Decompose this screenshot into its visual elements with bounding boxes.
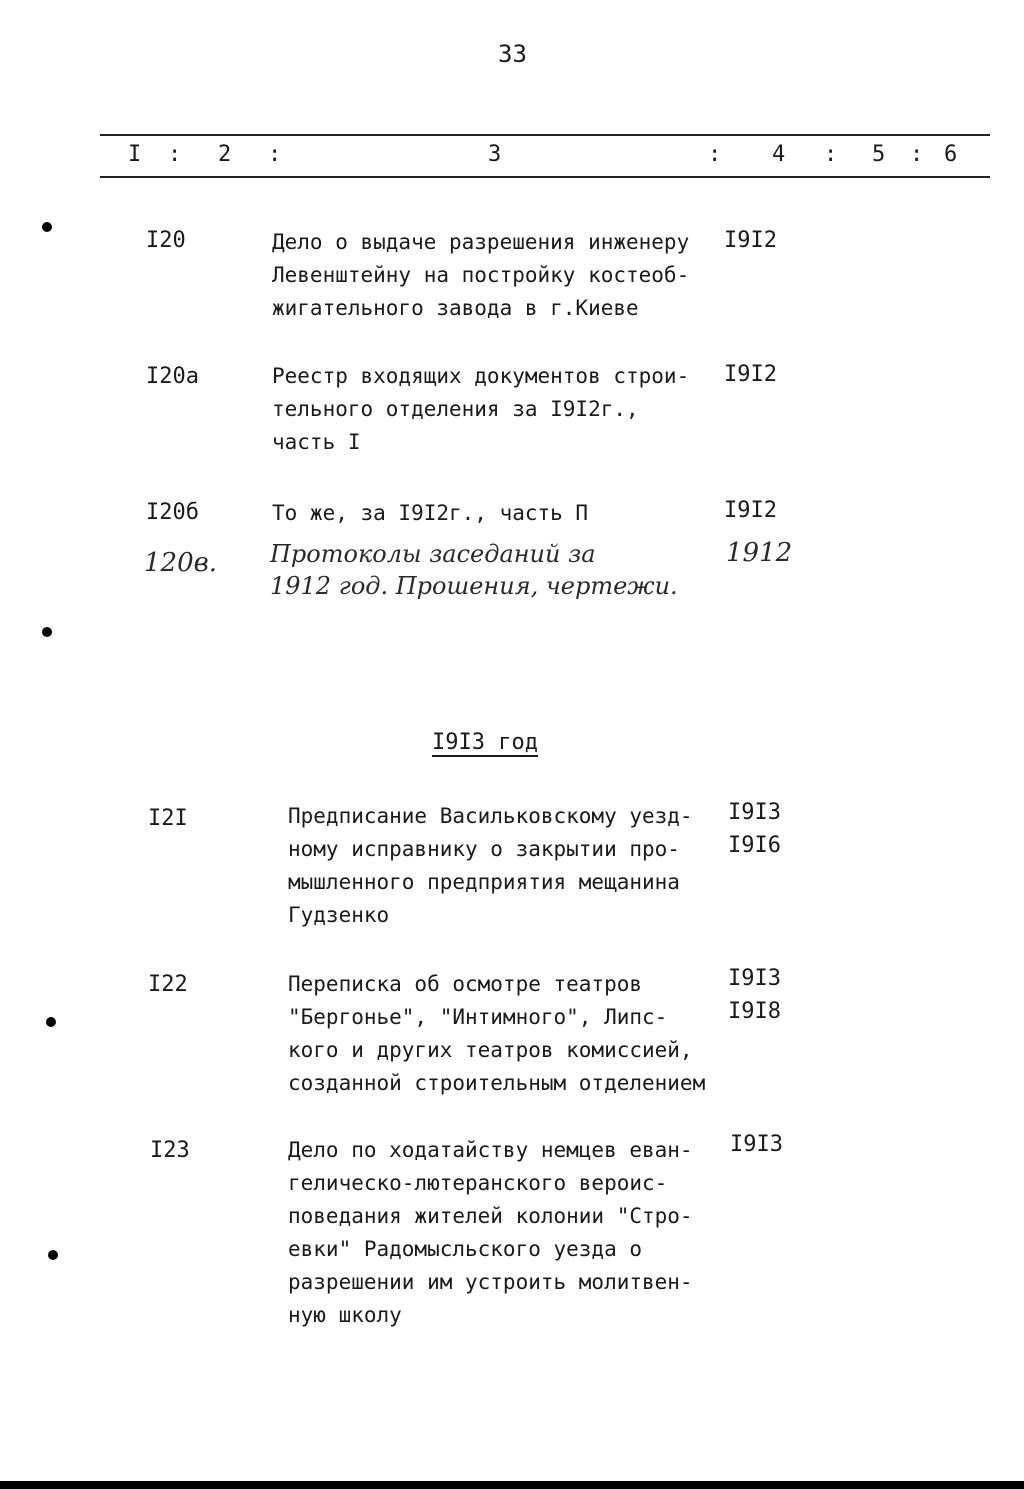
entry-line: Реестр входящих документов строи- [272,364,690,388]
section-title: I9I3 год [432,730,538,755]
column-header-1: I [128,142,142,167]
column-header-2: 2 [218,142,232,167]
column-separator: : [168,142,182,167]
entry-number: I20а [146,364,199,389]
entry-line: созданной строительным отделением [288,1071,706,1095]
entry-number: I2I [148,806,188,831]
entry-line: жигательного завода в г.Киеве [272,296,639,320]
entry-year: I9I3 [730,1132,783,1157]
column-separator: : [708,142,722,167]
entry-number: I20б [146,500,199,525]
entry-line: мышленного предприятия мещанина [288,870,680,894]
entry-number: I20 [146,228,186,253]
entry-title [272,497,588,530]
entry-line: часть I [272,430,361,454]
entry-title [272,360,689,459]
punch-hole-mark [46,1017,56,1027]
entry-line: евки" Радомысльского уезда о [288,1237,643,1261]
entry-line: кого и других театров комиссией, [288,1038,693,1062]
entry-title [288,968,705,1100]
entry-year-end: I9I8 [728,999,781,1024]
entry-line: поведания жителей колонии "Стро- [288,1204,693,1228]
handwritten-entry-year: 1912 [726,538,793,568]
entry-line: Переписка об осмотре театров [288,972,643,996]
entry-line: Левенштейну на постройку костеоб- [272,263,690,287]
entry-number: I22 [148,972,188,997]
entry-line: Предписание Васильковскому уезд- [288,804,693,828]
entry-year: I9I2 [724,362,777,387]
handwritten-entry-title [270,538,678,602]
entry-line: разрешении им устроить молитвен- [288,1270,693,1294]
scan-bottom-edge [0,1481,1024,1489]
entry-year: I9I2 [724,498,777,523]
entry-year-start: I9I3 [728,800,781,825]
column-header-6: 6 [944,142,958,167]
entry-year-start: I9I3 [728,966,781,991]
handwritten-entry-number: 120в. [144,548,218,578]
column-separator: : [910,142,924,167]
entry-year [728,796,781,862]
entry-line: Гудзенко [288,903,390,927]
column-separator: : [268,142,282,167]
header-bottom-rule [100,176,990,178]
entry-line: То же, за I9I2г., часть П [272,501,589,525]
punch-hole-mark [48,1250,58,1260]
entry-year-end: I9I6 [728,833,781,858]
entry-title [288,800,693,932]
entry-year: I9I2 [724,228,777,253]
entry-line: ному исправнику о закрытии про- [288,837,680,861]
column-separator: : [824,142,838,167]
column-header-5: 5 [872,142,886,167]
entry-line: Дело о выдаче разрешения инженеру [272,230,690,254]
column-header-3: 3 [488,142,502,167]
page-number: 33 [498,40,527,68]
column-header-4: 4 [772,142,786,167]
entry-line: ную школу [288,1303,402,1327]
entry-line: Протоколы заседаний за [270,540,596,568]
entry-title [288,1134,693,1332]
entry-year [728,962,781,1028]
punch-hole-mark [42,222,52,232]
entry-number: I23 [150,1138,190,1163]
header-top-rule [100,134,990,136]
entry-line: тельного отделения за I9I2г., [272,397,639,421]
entry-title [272,226,689,325]
entry-line: гелическо-лютеранского вероис- [288,1171,668,1195]
entry-line: Дело по ходатайству немцев еван- [288,1138,693,1162]
entry-line: 1912 год. Прошения, чертежи. [270,572,678,600]
entry-line: "Бергонье", "Интимного", Липс- [288,1005,668,1029]
punch-hole-mark [42,627,52,637]
